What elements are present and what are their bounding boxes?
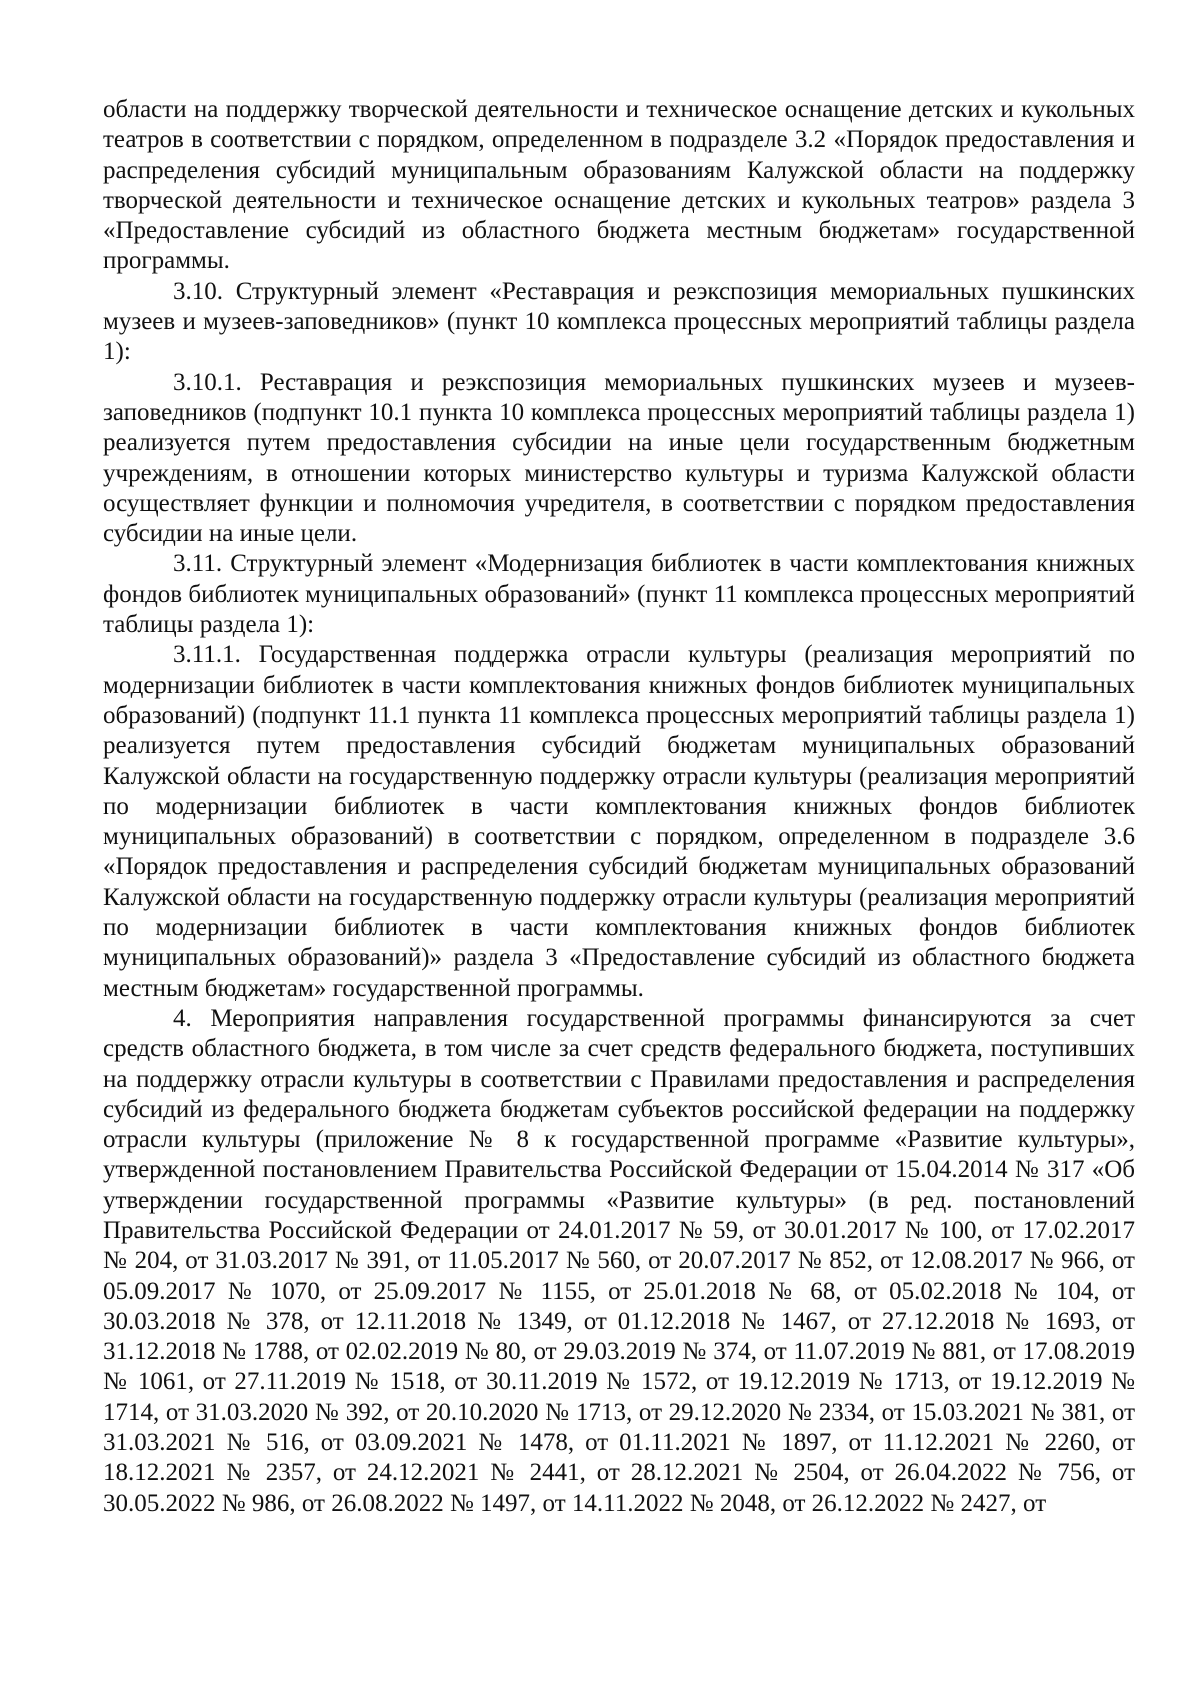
paragraph-continuation: области на поддержку творческой деятельности и техническое оснащение детских и кукольных театров в соответствии с порядком, определенном в подразделе 3.2 «Порядок предоставления и распределения субсидий муниципальным образованиям Калужской области на поддержку творческой деятельности и техническое оснащение детских и кукольных театров» раздела 3 «Предоставление субсидий из областного бюджета местным бюджетам» государственной программы. — [103, 96, 1135, 275]
paragraph-4: 4. Мероприятия направления государственной программы финансируются за счет средств областного бюджета, в том числе за счет средств федерального бюджета, поступивших на поддержку отрасли культуры в соответствии с Правилами предоставления и распределения субсидий из федерального бюджета бюджетам субъектов российской федерации на поддержку отрасли культуры (приложение № 8 к государственной программе «Развитие культуры», утвержденной постановлением Правительства Российской Федерации от 15.04.2014 № 317 «Об утверждении государственной программы «Развитие культуры» (в ред. постановлений Правительства Российской Федерации от 24.01.2017 № 59, от 30.01.2017 № 100, от 17.02.2017 № 204, от 31.03.2017 № 391, от 11.05.2017 № 560, от 20.07.2017 № 852, от 12.08.2017 № 966, от 05.09.2017 № 1070, от 25.09.2017 № 1155, от 25.01.2018 № 68, от 05.02.2018 № 104, от 30.03.2018 № 378, от 12.11.2018 № 1349, от 01.12.2018 № 1467, от 27.12.2018 № 1693, от 31.12.2018 № 1788, от 02.02.2019 № 80, от 29.03.2019 № 374, от 11.07.2019 № 881, от 17.08.2019 № 1061, от 27.11.2019 № 1518, от 30.11.2019 № 1572, от 19.12.2019 № 1713, от 19.12.2019 № 1714, от 31.03.2020 № 392, от 20.10.2020 № 1713, от 29.12.2020 № 2334, от 15.03.2021 № 381, от 31.03.2021 № 516, от 03.09.2021 № 1478, от 01.11.2021 № 1897, от 11.12.2021 № 2260, от 18.12.2021 № 2357, от 24.12.2021 № 2441, от 28.12.2021 № 2504, от 26.04.2022 № 756, от 30.05.2022 № 986, от 26.08.2022 № 1497, от 14.11.2022 № 2048, от 26.12.2022 № 2427, от — [103, 1004, 1135, 1517]
paragraph-3-11-1: 3.11.1. Государственная поддержка отрасли культуры (реализация мероприятий по модернизации библиотек в части комплектования книжных фондов библиотек муниципальных образований) (подпункт 11.1 пункта 11 комплекса процессных мероприятий таблицы раздела 1) реализуется путем предоставления субсидий бюджетам муниципальных образований Калужской области на государственную поддержку отрасли культуры (реализация мероприятий по модернизации библиотек в части комплектования книжных фондов библиотек муниципальных образований) в соответствии с порядком, определенном в подразделе 3.6 «Порядок предоставления и распределения субсидий бюджетам муниципальных образований Калужской области на государственную поддержку отрасли культуры (реализация мероприятий по модернизации библиотек в части комплектования книжных фондов библиотек муниципальных образований)» раздела 3 «Предоставление субсидий из областного бюджета местным бюджетам» государственной программы. — [103, 641, 1135, 1002]
paragraph-3-10: 3.10. Структурный элемент «Реставрация и реэкспозиция мемориальных пушкинских музеев и музеев-заповедников» (пункт 10 комплекса процессных мероприятий таблицы раздела 1): — [103, 277, 1135, 366]
paragraph-3-10-1: 3.10.1. Реставрация и реэкспозиция мемориальных пушкинских музеев и музеев-заповедников (подпункт 10.1 пункта 10 комплекса процессных мероприятий таблицы раздела 1) реализуется путем предоставления субсидии на иные цели государственным бюджетным учреждениям, в отношении которых министерство культуры и туризма Калужской области осуществляет функции и полномочия учредителя, в соответствии с порядком предоставления субсидии на иные цели. — [103, 368, 1135, 548]
paragraph-3-11: 3.11. Структурный элемент «Модернизация библиотек в части комплектования книжных фондов библиотек муниципальных образований» (пункт 11 комплекса процессных мероприятий таблицы раздела 1): — [103, 550, 1135, 639]
